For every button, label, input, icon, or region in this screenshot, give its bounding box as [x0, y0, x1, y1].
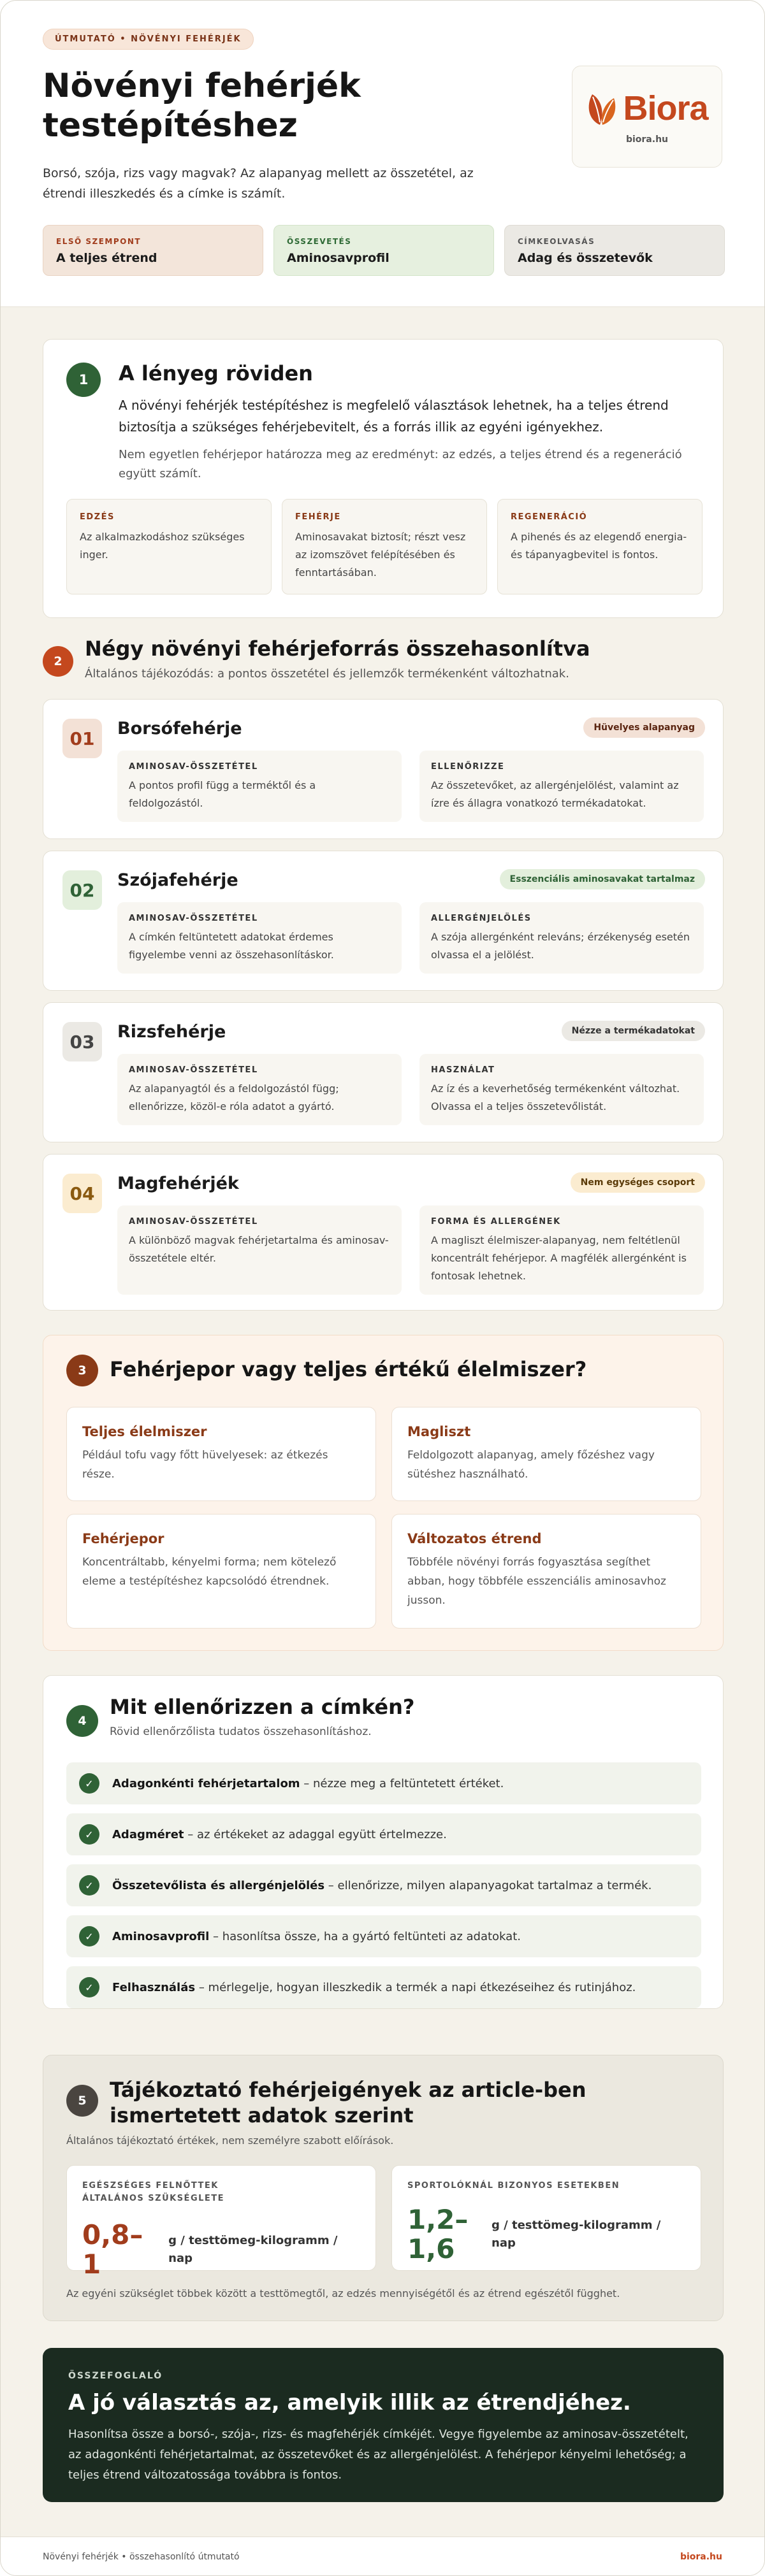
section-subtitle: Általános tájékoztató értékek, nem személyre szabott előírások. — [66, 2134, 394, 2147]
section-number: 1 — [66, 363, 101, 397]
stat-card-athletes — [391, 2165, 701, 2271]
info-label: ALLERGÉNJELÖLÉS — [431, 914, 532, 923]
protein-number: 04 — [62, 1174, 102, 1213]
option-text: Koncentráltabb, kényelmi forma; nem kötelező eleme a testépítéshez kapcsolódó étrendnek. — [82, 1556, 337, 1588]
check-icon: ✓ — [79, 1977, 99, 1997]
protein-card-rice — [43, 1002, 724, 1142]
info-label: AMINOSAV-ÖSSZETÉTEL — [129, 914, 258, 923]
protein-number: 01 — [62, 719, 102, 758]
leaf-logo-icon — [586, 90, 618, 126]
footer — [1, 2536, 764, 2576]
checklist-term: Adagméret — [112, 1827, 184, 1841]
stat-label: SPORTOLÓKNÁL BIZONYOS ESETEKBEN — [407, 2181, 620, 2191]
section-number: 4 — [66, 1705, 98, 1737]
protein-card-seed — [43, 1154, 724, 1311]
info-text: A pontos profil függ a terméktől és a feldolgozástól. — [129, 779, 316, 809]
protein-tag: Nézze a termékadatokat — [562, 1021, 705, 1041]
info-label: ELLENŐRIZZE — [431, 762, 505, 772]
factor-text: Az alkalmazkodáshoz szükséges inger. — [80, 531, 245, 561]
hero — [1, 1, 764, 307]
factor-card — [497, 499, 703, 594]
info-text: A címkén feltüntetett adatokat érdemes figyelembe venni az összehasonlításkor. — [129, 931, 334, 961]
info-box — [419, 1205, 704, 1295]
key-points — [43, 225, 725, 276]
protein-number: 02 — [62, 870, 102, 910]
checklist-item — [66, 1966, 701, 2008]
stat-unit: g / testtömeg-kilogramm / nap — [168, 2234, 338, 2265]
factor-label: EDZÉS — [80, 512, 115, 522]
key-point-first — [43, 225, 263, 276]
checklist-term: Felhasználás — [112, 1980, 196, 1994]
factor-card — [282, 499, 487, 594]
option-text: Többféle növényi forrás fogyasztása segíthet abban, hogy többféle esszenciális aminosavhoz jusson. — [407, 1556, 666, 1607]
check-icon: ✓ — [79, 1926, 99, 1946]
check-icon: ✓ — [79, 1824, 99, 1845]
protein-name: Szójafehérje — [117, 870, 238, 890]
factor-label: REGENERÁCIÓ — [511, 512, 588, 522]
option-title: Változatos étrend — [407, 1531, 542, 1546]
section-secondary-text: Nem egyetlen fehérjepor határozza meg az eredményt: az edzés, a teljes étrend és a regeneráció együtt számít. — [119, 448, 682, 480]
section-protein-needs — [43, 2055, 724, 2321]
summary-box — [43, 2348, 724, 2502]
section-subtitle: Rövid ellenőrzőlista tudatos összehasonlításhoz. — [110, 1725, 372, 1738]
info-box — [117, 902, 402, 974]
section-subtitle: Általános tájékozódás: a pontos összetétel és jellemzők termékenként változhatnak. — [85, 667, 569, 680]
info-text: A magliszt élelmiszer-alapanyag, nem feltétlenül koncentrált fehérjepor. A magfélék allergénként is fontosak lehetnek. — [431, 1234, 687, 1282]
protein-name: Rizsfehérje — [117, 1022, 226, 1042]
info-label: AMINOSAV-ÖSSZETÉTEL — [129, 762, 258, 772]
protein-name: Magfehérjék — [117, 1174, 239, 1193]
section-number: 2 — [43, 646, 73, 677]
stat-unit: g / testtömeg-kilogramm / nap — [492, 2219, 661, 2250]
info-text: A különböző magvak fehérjetartalma és aminosav-összetétele eltér. — [129, 1234, 389, 1264]
info-box — [117, 751, 402, 822]
option-text: Feldolgozott alapanyag, amely főzéshez vagy sütéshez használható. — [407, 1449, 655, 1481]
key-point-value: A teljes étrend — [56, 251, 157, 265]
factor-grid — [66, 499, 703, 594]
info-text: Az összetevőket, az allergénjelölést, valamint az ízre és állagra vonatkozó termékadatokat. — [431, 779, 679, 809]
checklist-term: Összetevőlista és allergénjelölés — [112, 1878, 325, 1892]
stat-value: 0,8–1 — [82, 2219, 143, 2280]
info-box — [419, 1054, 704, 1125]
option-card — [391, 1514, 701, 1629]
protein-number: 03 — [62, 1022, 102, 1061]
stat-value: 1,2–1,6 — [407, 2204, 469, 2264]
summary-text: Hasonlítsa össze a borsó-, szója-, rizs- és magfehérjék címkéjét. Vegye figyelembe az aminosav-összetételt, az adagonkénti fehérjetartalmat, az összetevőket és az allergénjelölést. A fehérjepor kényelmi lehetőség; a teljes étrend változatossága továbbra is fontos. — [68, 2428, 688, 2482]
info-box — [117, 1054, 402, 1125]
checklist-item — [66, 1864, 701, 1906]
footer-link[interactable]: biora.hu — [680, 2551, 722, 2562]
info-label: FORMA ÉS ALLERGÉNEK — [431, 1217, 561, 1227]
option-text: Például tofu vagy főtt hüvelyesek: az étkezés része. — [82, 1449, 328, 1481]
option-title: Teljes élelmiszer — [82, 1424, 207, 1439]
section-title: Fehérjepor vagy teljes értékű élelmiszer? — [110, 1357, 587, 1381]
brand-domain: biora.hu — [625, 134, 669, 145]
stat-note: Az egyéni szükséglet többek között a testtömegtől, az edzés mennyiségétől és az étrend egészétől függhet. — [66, 2287, 620, 2299]
key-point-value: Adag és összetevők — [518, 251, 653, 265]
section-title: Négy növényi fehérjeforrás összehasonlítva — [85, 637, 590, 661]
checklist-text: – mérlegelje, hogyan illeszkedik a termék a napi étkezéseihez és rutinjához. — [195, 1980, 636, 1994]
eyebrow-badge: ÚTMUTATÓ • NÖVÉNYI FEHÉRJÉK — [43, 29, 254, 50]
protein-name: Borsófehérje — [117, 719, 242, 738]
info-box — [419, 902, 704, 974]
info-text: A szója allergénként releváns; érzékenység esetén olvassa el a jelölést. — [431, 931, 690, 961]
option-title: Fehérjepor — [82, 1531, 164, 1546]
key-point-value: Aminosavprofil — [287, 251, 390, 265]
key-point-label: ÖSSZEVETÉS — [287, 237, 352, 246]
key-point-label: CÍMKEOLVASÁS — [518, 237, 595, 246]
summary-title: A jó választás az, amelyik illik az étrendjéhez. — [68, 2390, 631, 2415]
section-summary — [43, 339, 724, 618]
info-box — [117, 1205, 402, 1295]
info-text: Az alapanyagtól és a feldolgozástól függ; ellenőrizze, közöl-e róla adatot a gyártó. — [129, 1083, 339, 1112]
check-icon: ✓ — [79, 1773, 99, 1794]
check-icon: ✓ — [79, 1875, 99, 1896]
section-powder-vs-food — [43, 1335, 724, 1651]
checklist-term: Aminosavprofil — [112, 1929, 210, 1943]
checklist-text: – nézze meg a feltüntetett értéket. — [300, 1776, 504, 1790]
section-title: Mit ellenőrizzen a címkén? — [110, 1695, 415, 1719]
factor-card — [66, 499, 272, 594]
option-card — [66, 1514, 376, 1629]
section-main-text: A növényi fehérjék testépítéshez is megfelelő választások lehetnek, ha a teljes étrend biztosítja a szükséges fehérjebevitelt, és a forrás illik az egyéni igényekhez. — [119, 398, 669, 435]
stat-card-adults — [66, 2165, 376, 2280]
section-label-checklist — [43, 1675, 724, 2009]
info-label: AMINOSAV-ÖSSZETÉTEL — [129, 1217, 258, 1227]
option-title: Magliszt — [407, 1424, 471, 1439]
footer-text: Növényi fehérjék • összehasonlító útmutató — [43, 2551, 240, 2562]
key-point-label-reading — [504, 225, 725, 276]
checklist-item — [66, 1762, 701, 1804]
info-text: Az íz és a keverhetőség termékenként változhat. Olvassa el a teljes összetevőlistát. — [431, 1083, 680, 1112]
protein-tag: Esszenciális aminosavakat tartalmaz — [500, 869, 705, 889]
option-card — [66, 1407, 376, 1501]
section-title: Tájékoztató fehérjeigények az article-ben ismertetett adatok szerint — [110, 2078, 586, 2127]
summary-eyebrow: ÖSSZEFOGLALÓ — [68, 2371, 163, 2381]
protein-card-soy — [43, 851, 724, 991]
checklist-item — [66, 1915, 701, 1957]
stat-label: EGÉSZSÉGES FELNŐTTEK ÁLTALÁNOS SZÜKSÉGLETE — [82, 2181, 225, 2203]
section-title: A lényeg röviden — [119, 361, 313, 385]
checklist-item — [66, 1813, 701, 1855]
protein-card-pea — [43, 699, 724, 839]
protein-tag: Hüvelyes alapanyag — [583, 717, 705, 738]
factor-text: Aminosavakat biztosít; részt vesz az izomszövet felépítésében és fenntartásában. — [295, 531, 466, 579]
option-card — [391, 1407, 701, 1501]
key-point-label: ELSŐ SZEMPONT — [56, 237, 142, 246]
checklist-term: Adagonkénti fehérjetartalom — [112, 1776, 300, 1790]
page-title: Növényi fehérjék testépítéshez — [43, 67, 361, 145]
checklist-text: – az értékeket az adaggal együtt értelmezze. — [184, 1827, 447, 1841]
key-point-compare — [273, 225, 494, 276]
protein-tag: Nem egységes csoport — [571, 1172, 705, 1193]
info-box — [419, 751, 704, 822]
info-label: AMINOSAV-ÖSSZETÉTEL — [129, 1065, 258, 1075]
info-label: HASZNÁLAT — [431, 1065, 495, 1075]
section-number: 5 — [66, 2085, 98, 2117]
section-number: 3 — [66, 1355, 98, 1386]
factor-label: FEHÉRJE — [295, 512, 341, 522]
hero-lead: Borsó, szója, rizs vagy magvak? Az alapanyag mellett az összetétel, az étrendi illeszkedés és a címke is számít. — [43, 166, 474, 201]
brand-logo-card[interactable] — [572, 66, 722, 168]
factor-text: A pihenés és az elegendő energia- és tápanyagbevitel is fontos. — [511, 531, 687, 561]
checklist-text: – ellenőrizze, milyen alapanyagokat tartalmaz a termék. — [324, 1878, 652, 1892]
checklist-text: – hasonlítsa össze, ha a gyártó feltünteti az adatokat. — [209, 1929, 521, 1943]
brand-logo-text: Biora — [623, 89, 708, 127]
